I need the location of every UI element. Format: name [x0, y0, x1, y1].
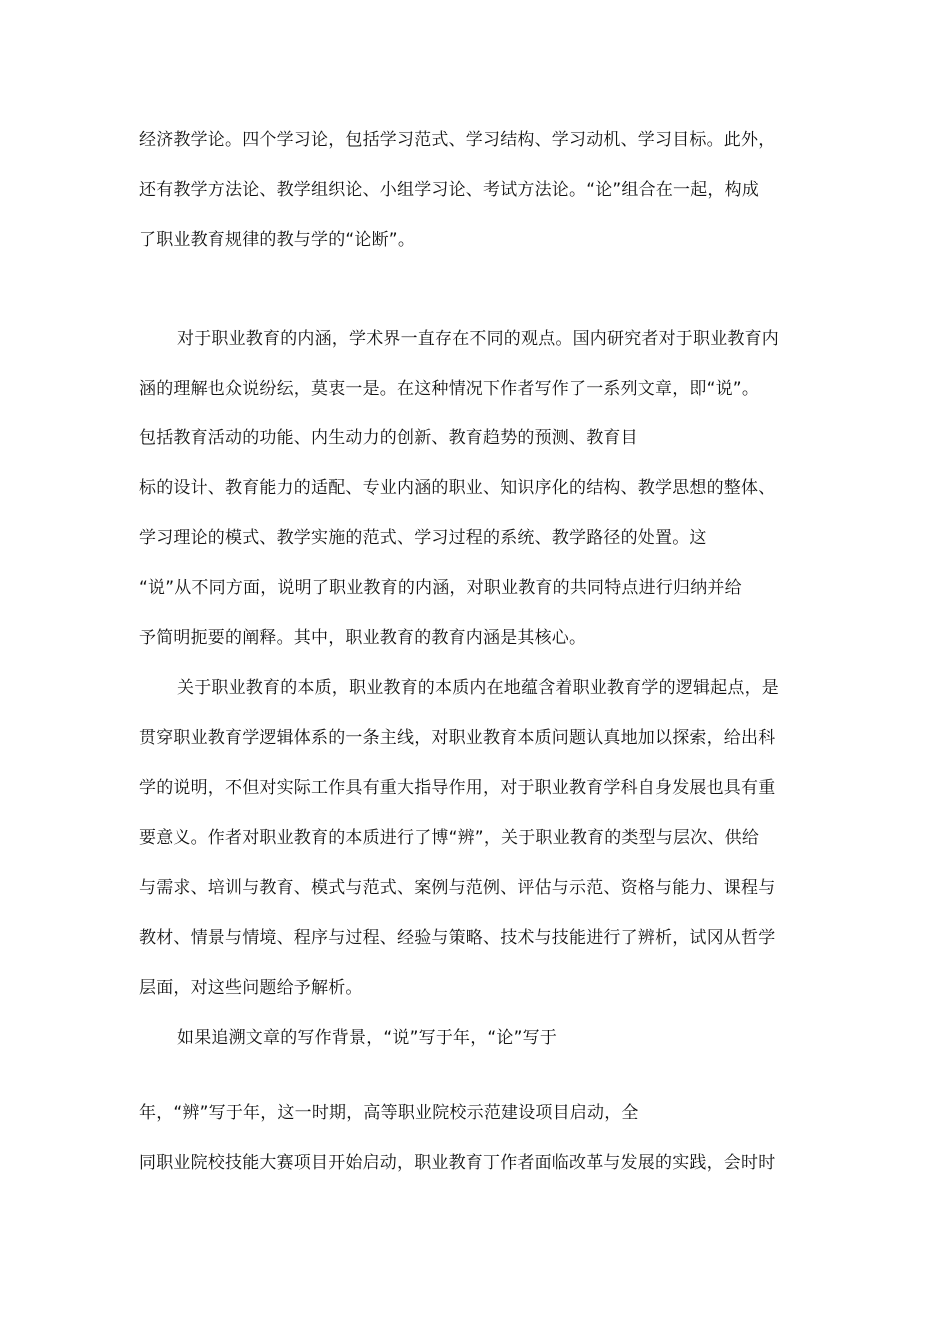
text-line: 贯穿职业教育学逻辑体系的一条主线，对职业教育本质问题认真地加以探索，给出科	[139, 728, 776, 748]
text-line: 同职业院校技能大赛项目开始启动，职业教育丁作者面临改革与发展的实践，会时时	[139, 1153, 776, 1173]
text-line: 标的设计、教育能力的适配、专业内涵的职业、知识序化的结构、教学思想的整体、	[139, 478, 776, 498]
text-line: 了职业教育规律的教与学的“论断”。	[139, 230, 416, 250]
text-line: 涵的理解也众说纷纭，莫衷一是。在这种情况下作者写作了一系列文章，即“说”。	[139, 379, 760, 399]
text-line: 学的说明，不但对实际工作具有重大指导作用，对于职业教育学科自身发展也具有重	[139, 778, 776, 798]
text-line: 经济教学论。四个学习论，包括学习范式、学习结构、学习动机、学习目标。此外，	[139, 130, 776, 150]
text-line: 予简明扼要的阐释。其中，职业教育的教育内涵是其核心。	[139, 628, 587, 648]
text-line: 教材、情景与情境、程序与过程、经验与策略、技术与技能进行了辨析，试冈从哲学	[139, 928, 776, 948]
text-line: 包括教育活动的功能、内生动力的创新、教育趋势的预测、教育目	[139, 428, 638, 448]
text-line: 学习理论的模式、教学实施的范式、学习过程的系统、教学路径的处置。这	[139, 528, 707, 548]
text-line: 要意义。作者对职业教育的本质进行了博“辨”，关于职业教育的类型与层次、供给	[139, 828, 760, 848]
text-line: 如果追溯文章的写作背景，“说”写于年，“论”写于	[177, 1028, 558, 1048]
text-line: 与需求、培训与教育、模式与范式、案例与范例、评估与示范、资格与能力、课程与	[139, 878, 776, 898]
text-line: 对于职业教育的内涵，学术界一直存在不同的观点。国内研究者对于职业教育内	[177, 329, 779, 349]
text-line: “说”从不同方面，说明了职业教育的内涵，对职业教育的共同特点进行归纳并给	[139, 578, 742, 598]
text-line: 关于职业教育的本质，职业教育的本质内在地蕴含着职业教育学的逻辑起点，是	[177, 678, 779, 698]
text-line: 层面，对这些问题给予解析。	[139, 978, 363, 998]
text-line: 还有教学方法论、教学组织论、小组学习论、考试方法论。“论”组合在一起，构成	[139, 180, 760, 200]
text-line: 年，“辨”写于年，这一时期，高等职业院校示范建设项目启动，全	[139, 1103, 639, 1123]
